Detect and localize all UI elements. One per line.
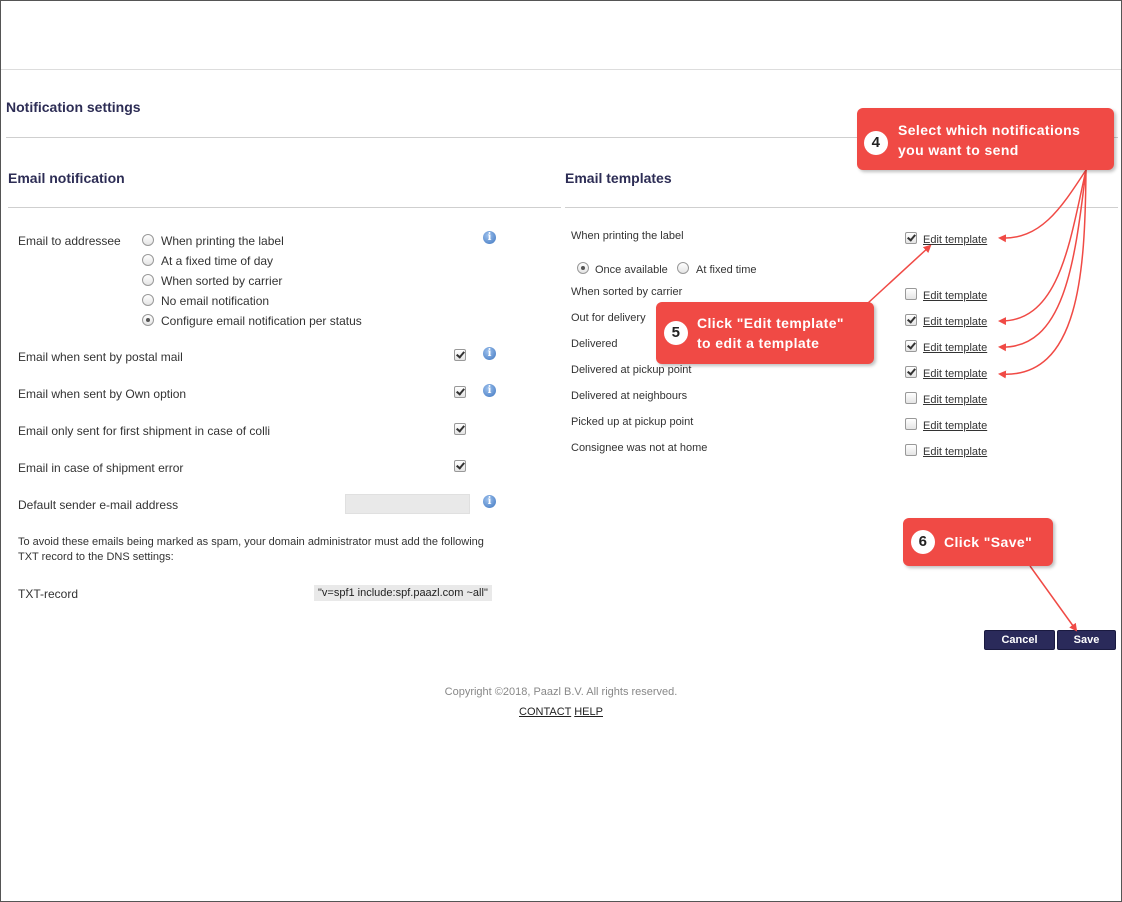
footer-links	[0, 706, 1122, 718]
template-row-label: Delivered at pickup point	[571, 364, 692, 376]
email-templates-heading: Email templates	[565, 170, 672, 186]
contact-link[interactable]: CONTACT	[519, 706, 572, 718]
template-row-label: When printing the label	[571, 230, 684, 242]
radio-label: At a fixed time of day	[161, 254, 274, 268]
radio-label: At fixed time	[696, 264, 757, 276]
template-checkbox-printing-label[interactable]	[905, 232, 917, 244]
template-checkbox-delivered-neighbours[interactable]	[905, 392, 917, 404]
edit-template-link[interactable]: Edit template	[923, 420, 988, 432]
template-row-label: Out for delivery	[571, 312, 646, 324]
radio-configure-per-status[interactable]	[142, 314, 154, 326]
callout-text: Click "Edit template"	[697, 315, 844, 331]
edit-template-link[interactable]: Edit template	[923, 394, 988, 406]
template-checkbox-picked-up[interactable]	[905, 418, 917, 430]
callout-4	[857, 108, 1114, 170]
edit-template-link[interactable]: Edit template	[923, 290, 988, 302]
radio-label: When sorted by carrier	[161, 274, 283, 288]
template-row-label: Picked up at pickup point	[571, 416, 694, 428]
email-first-shipment-label: Email only sent for first shipment in case of colli	[18, 424, 271, 438]
cancel-button[interactable]: Cancel	[984, 630, 1055, 650]
callout-number: 5	[664, 321, 688, 345]
edit-template-link[interactable]: Edit template	[923, 342, 988, 354]
edit-template-link[interactable]: Edit template	[923, 316, 988, 328]
email-own-option-label: Email when sent by Own option	[18, 387, 187, 401]
page-title: Notification settings	[6, 99, 141, 115]
edit-template-link[interactable]: Edit template	[923, 234, 988, 246]
callout-number: 4	[864, 131, 888, 155]
email-to-addressee-label: Email to addressee	[18, 234, 121, 248]
email-notification-heading: Email notification	[8, 170, 125, 186]
radio-at-fixed-time[interactable]	[677, 262, 689, 274]
radio-label: When printing the label	[161, 234, 284, 248]
info-icon[interactable]: i	[483, 347, 496, 360]
default-sender-input[interactable]	[345, 494, 470, 514]
template-row-label: Delivered at neighbours	[571, 390, 688, 402]
help-link[interactable]: HELP	[574, 706, 603, 718]
template-row-label: Consignee was not at home	[571, 442, 708, 454]
radio-label: Once available	[595, 264, 668, 276]
email-first-shipment-checkbox[interactable]	[454, 423, 466, 435]
template-row-label: Delivered	[571, 338, 618, 350]
template-checkbox-out-for-delivery[interactable]	[905, 314, 917, 326]
callout-text: you want to send	[898, 142, 1019, 158]
txt-record-value: "v=spf1 include:spf.paazl.com ~all"	[314, 585, 492, 601]
template-checkbox-delivered-pickup[interactable]	[905, 366, 917, 378]
callout-text: to edit a template	[697, 335, 820, 351]
email-postal-mail-checkbox[interactable]	[454, 349, 466, 361]
info-icon[interactable]: i	[483, 231, 496, 244]
edit-template-link[interactable]: Edit template	[923, 368, 988, 380]
template-checkbox-delivered[interactable]	[905, 340, 917, 352]
footer-copyright: Copyright ©2018, Paazl B.V. All rights reserved.	[444, 686, 678, 698]
radio-when-printing-label[interactable]	[142, 234, 154, 246]
save-button[interactable]: Save	[1057, 630, 1116, 650]
radio-label: No email notification	[161, 294, 270, 308]
template-row-label: When sorted by carrier	[571, 286, 683, 298]
radio-no-email-notification[interactable]	[142, 294, 154, 306]
callout-text: Click "Save"	[944, 534, 1033, 550]
callout-6	[903, 518, 1053, 566]
info-icon[interactable]: i	[483, 495, 496, 508]
email-own-option-checkbox[interactable]	[454, 386, 466, 398]
spam-note-line1: To avoid these emails being marked as spam, your domain administrator must add the following	[18, 536, 484, 548]
email-shipment-error-checkbox[interactable]	[454, 460, 466, 472]
email-postal-mail-label: Email when sent by postal mail	[18, 350, 183, 364]
txt-record-label: TXT-record	[18, 587, 79, 601]
email-shipment-error-label: Email in case of shipment error	[18, 461, 184, 475]
callout-number: 6	[911, 530, 935, 554]
radio-once-available[interactable]	[577, 262, 589, 274]
header-divider	[1, 69, 1121, 70]
edit-template-link[interactable]: Edit template	[923, 446, 988, 458]
callout-text: Select which notifications	[898, 122, 1081, 138]
radio-label: Configure email notification per status	[161, 314, 362, 328]
template-checkbox-not-at-home[interactable]	[905, 444, 917, 456]
info-icon[interactable]: i	[483, 384, 496, 397]
radio-fixed-time-of-day[interactable]	[142, 254, 154, 266]
spam-note-line2: TXT record to the DNS settings:	[18, 551, 174, 563]
callout-5	[656, 302, 874, 364]
email-templates-divider	[565, 207, 1118, 208]
email-notification-divider	[8, 207, 561, 208]
default-sender-label: Default sender e-mail address	[18, 498, 179, 512]
radio-sorted-by-carrier[interactable]	[142, 274, 154, 286]
template-checkbox-sorted-by-carrier[interactable]	[905, 288, 917, 300]
